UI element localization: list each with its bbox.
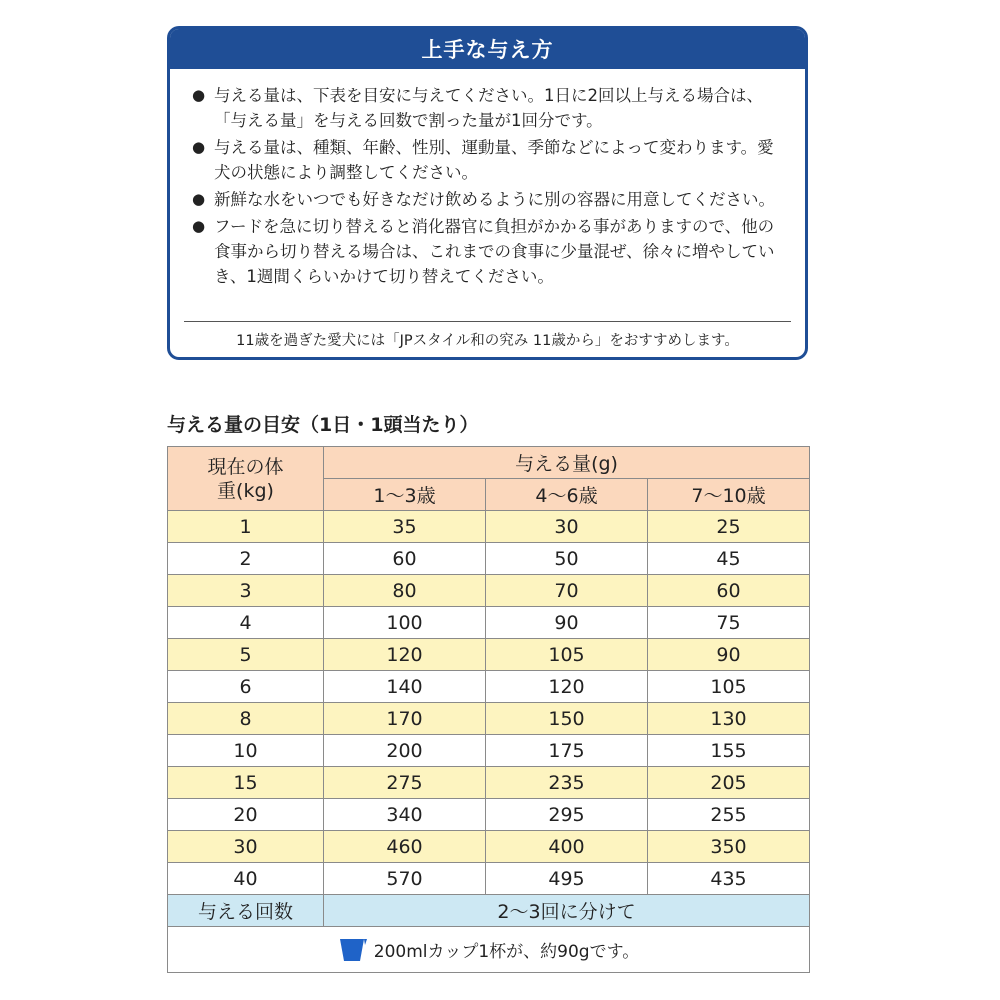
guide-bullet-list	[170, 69, 805, 289]
frequency-row	[168, 895, 810, 927]
weight-header-cell	[168, 447, 324, 511]
feeding-guide-box	[167, 26, 808, 360]
table-row	[168, 671, 810, 703]
value-cell: 255	[648, 799, 810, 831]
bullet-dot-icon: ●	[192, 138, 206, 156]
value-cell: 60	[648, 575, 810, 607]
value-cell: 460	[324, 831, 486, 863]
value-cell: 200	[324, 735, 486, 767]
cup-note	[168, 937, 809, 963]
value-cell: 275	[324, 767, 486, 799]
table-row	[168, 831, 810, 863]
table-row	[168, 863, 810, 895]
value-cell: 100	[324, 607, 486, 639]
guide-bullet: ● 与える量は、種類、年齢、性別、運動量、季節などによって変わります。愛犬の状態により調整してください。	[192, 135, 787, 185]
table-row	[168, 703, 810, 735]
cup-note-row	[168, 927, 810, 973]
value-cell: 105	[486, 639, 648, 671]
guide-note: 11歳を過ぎた愛犬には「JPスタイル和の究み 11歳から」をおすすめします。	[236, 333, 739, 349]
cup-note-text: 200mlカップ1杯が、約90gです。	[373, 942, 640, 962]
table-row	[168, 639, 810, 671]
value-cell: 25	[648, 511, 810, 543]
value-cell: 120	[324, 639, 486, 671]
measuring-cup-icon	[338, 937, 368, 963]
frequency-value: 2〜3回に分けて	[324, 895, 810, 927]
guide-title: 上手な与え方	[170, 29, 805, 69]
weight-cell: 15	[168, 767, 324, 799]
cup-note-cell	[168, 927, 810, 973]
table-row	[168, 799, 810, 831]
table-row	[168, 607, 810, 639]
value-cell: 295	[486, 799, 648, 831]
age-column-header: 4〜6歳	[486, 479, 648, 511]
guide-bullet: ● 新鮮な水をいつでも好きなだけ飲めるように別の容器に用意してください。	[192, 187, 787, 212]
value-cell: 235	[486, 767, 648, 799]
weight-cell: 8	[168, 703, 324, 735]
weight-cell: 6	[168, 671, 324, 703]
value-cell: 75	[648, 607, 810, 639]
value-cell: 170	[324, 703, 486, 735]
value-cell: 130	[648, 703, 810, 735]
weight-cell: 5	[168, 639, 324, 671]
value-cell: 435	[648, 863, 810, 895]
value-cell: 205	[648, 767, 810, 799]
bullet-dot-icon: ●	[192, 190, 206, 208]
value-cell: 90	[486, 607, 648, 639]
amount-header: 与える量(g)	[324, 447, 810, 479]
value-cell: 70	[486, 575, 648, 607]
feeding-table	[167, 446, 810, 973]
value-cell: 495	[486, 863, 648, 895]
table-row	[168, 543, 810, 575]
value-cell: 90	[648, 639, 810, 671]
weight-cell: 30	[168, 831, 324, 863]
weight-cell: 10	[168, 735, 324, 767]
weight-header: 現在の体重(kg)	[207, 455, 284, 502]
table-row	[168, 767, 810, 799]
guide-bullet: ● フードを急に切り替えると消化器官に負担がかかる事がありますので、他の食事から切り替える場合は、これまでの食事に少量混ぜ、徐々に増やしていき、1週間くらいかけて切り替えてください。	[192, 214, 787, 289]
value-cell: 350	[648, 831, 810, 863]
value-cell: 60	[324, 543, 486, 575]
table-row	[168, 575, 810, 607]
value-cell: 30	[486, 511, 648, 543]
value-cell: 175	[486, 735, 648, 767]
guide-divider	[184, 321, 791, 322]
bullet-dot-icon: ●	[192, 217, 206, 235]
weight-cell: 1	[168, 511, 324, 543]
weight-cell: 20	[168, 799, 324, 831]
table-row	[168, 735, 810, 767]
value-cell: 570	[324, 863, 486, 895]
value-cell: 400	[486, 831, 648, 863]
value-cell: 340	[324, 799, 486, 831]
table-heading: 与える量の目安（1日・1頭当たり）	[167, 414, 479, 436]
value-cell: 80	[324, 575, 486, 607]
weight-cell: 40	[168, 863, 324, 895]
table-row	[168, 511, 810, 543]
weight-cell: 2	[168, 543, 324, 575]
frequency-label: 与える回数	[168, 895, 324, 927]
value-cell: 50	[486, 543, 648, 575]
value-cell: 155	[648, 735, 810, 767]
age-column-header: 7〜10歳	[648, 479, 810, 511]
value-cell: 45	[648, 543, 810, 575]
value-cell: 105	[648, 671, 810, 703]
value-cell: 150	[486, 703, 648, 735]
guide-bullet: ● 与える量は、下表を目安に与えてください。1日に2回以上与える場合は、「与える量」を与える回数で割った量が1回分です。	[192, 83, 787, 133]
weight-cell: 4	[168, 607, 324, 639]
value-cell: 35	[324, 511, 486, 543]
value-cell: 120	[486, 671, 648, 703]
age-column-header: 1〜3歳	[324, 479, 486, 511]
value-cell: 140	[324, 671, 486, 703]
bullet-dot-icon: ●	[192, 86, 206, 104]
weight-cell: 3	[168, 575, 324, 607]
